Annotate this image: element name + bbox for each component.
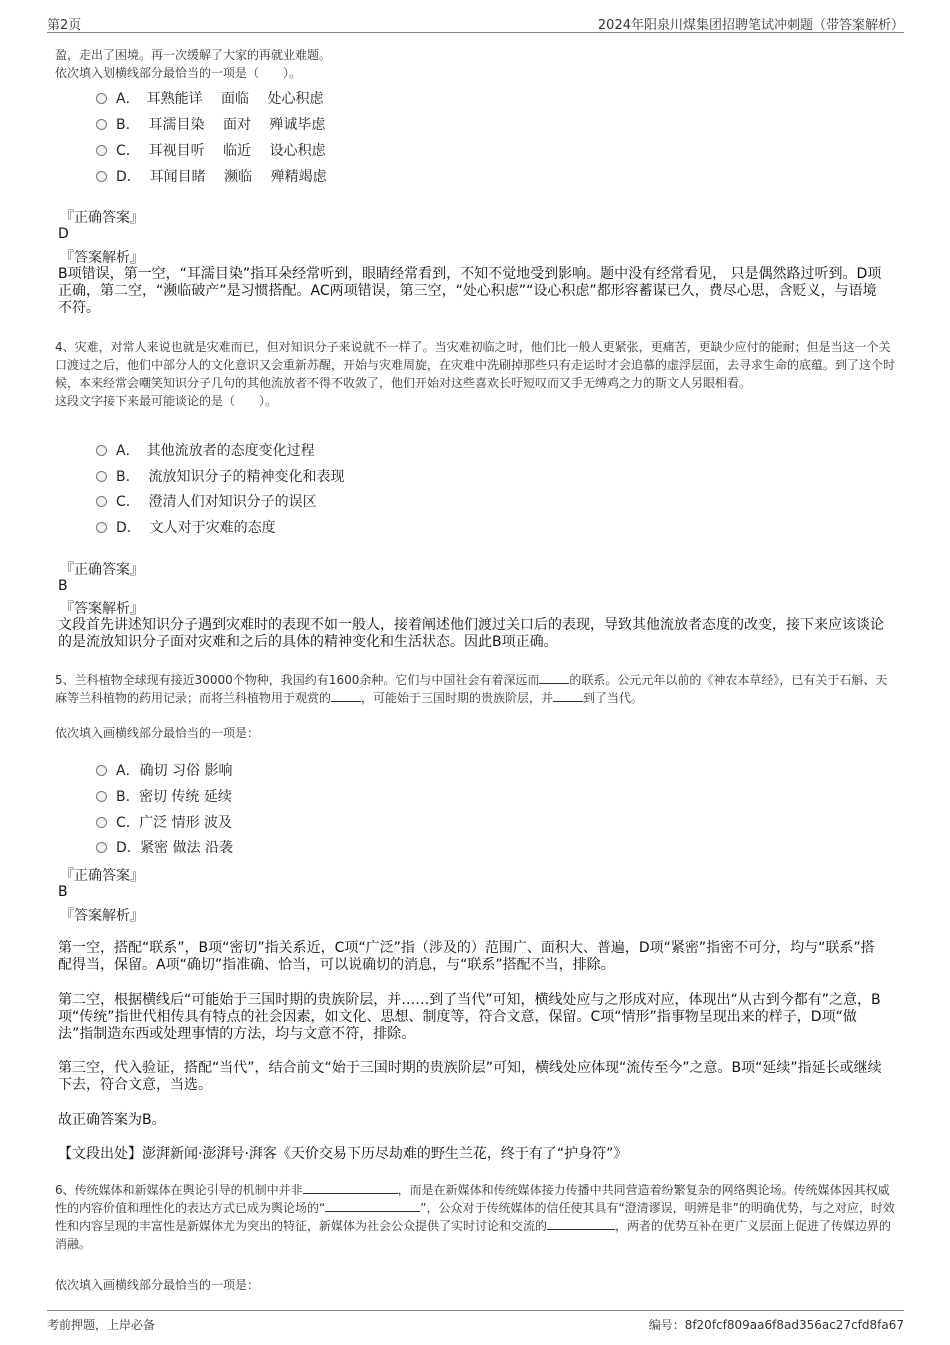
q4-option-c[interactable]: C. 澄清人们对知识分子的误区	[96, 491, 317, 511]
q5-stem	[55, 671, 895, 707]
page-header	[0, 0, 950, 34]
q5-stem-text: 5、兰科植物全球现有接近30000个物种，我国约有1600余种。它们与中国社会有着深远而 的联系。公元元年以前的《神农本草经》，已有关于石斛、天麻等兰科植物的药用记录；而将兰科植物用于观赏的 ，可能始于三国时期的贵族阶层，并 到了当代。	[55, 673, 888, 705]
radio-icon[interactable]	[96, 93, 107, 104]
document-title: 2024年阳泉川煤集团招聘笔试冲刺题（带答案解析）	[597, 18, 904, 33]
q3-answer: D	[58, 226, 69, 242]
radio-icon[interactable]	[96, 471, 107, 482]
q5-analysis-label: 『答案解析』	[60, 908, 144, 924]
q4-option-a[interactable]: A． 其他流放者的态度变化过程	[96, 440, 315, 460]
header-divider	[47, 32, 904, 33]
footer-divider	[47, 1310, 904, 1311]
radio-icon[interactable]	[96, 496, 107, 507]
radio-icon[interactable]	[96, 791, 107, 802]
q3-option-a[interactable]: A． 耳熟能详 面临 处心积虑	[96, 88, 323, 108]
radio-icon[interactable]	[96, 842, 107, 853]
radio-icon[interactable]	[96, 119, 107, 130]
radio-icon[interactable]	[96, 765, 107, 776]
fill-blank[interactable]	[325, 1199, 420, 1212]
q4-analysis-label: 『答案解析』	[60, 601, 144, 617]
q4-option-d[interactable]: D. 文人对于灾难的态度	[96, 517, 276, 537]
q4-analysis: 文段首先讲述知识分子遇到灾难时的表现不如一般人，接着阐述他们渡过关口后的表现，导致其他流放者态度的改变，接下来应该谈论的是流放知识分子面对灾难和之后的具体的精神变化和生活状态。因此B项正确。	[58, 617, 884, 650]
q4-answer-label: 『正确答案』	[60, 562, 144, 578]
radio-icon[interactable]	[96, 817, 107, 828]
page-number: 第2页	[47, 18, 82, 33]
q5-option-c[interactable]: C. 广泛 情形 波及	[96, 812, 232, 832]
q3-prompt: 依次填入划横线部分最恰当的一项是（ ）。	[55, 66, 302, 80]
q5-answer-label: 『正确答案』	[60, 868, 144, 884]
footer-slogan: 考前押题，上岸必备	[47, 1318, 156, 1332]
q6-stem	[55, 1181, 895, 1253]
q3-option-d[interactable]: D. 耳闻目睹 濒临 殚精竭虑	[96, 166, 327, 186]
q4-answer: B	[58, 578, 68, 594]
q5-prompt: 依次填入画横线部分最恰当的一项是：	[55, 726, 260, 740]
q5-analysis-para4: 故正确答案为B。	[58, 1112, 166, 1128]
q4-stem-text: 4、灾难，对常人来说也就是灾难而已，但对知识分子来说就不一样了。当灾难初临之时，他们比一般人更紧张，更痛苦，更缺少应付的能耐；但是当这一个关口渡过之后，他们中部分人的文化意识又会重新苏醒，开始与灾难周旋，在灾难中洗刷掉那些只有走运时才会追慕的虚浮层面，去寻求生命的底蕴。到了这个时候，本来经常会嘲笑知识分子几句的其他流放者不得不收敛了，他们开始对这些喜欢长吁短叹而又手无缚鸡之力的斯文人另眼相看。	[55, 340, 896, 390]
q6-stem-text: 6、传统媒体和新媒体在舆论引导的机制中并非 ，而是在新媒体和传统媒体接力传播中共同营造着纷繁复杂的网络舆论场。传统媒体因其权威性的内容价值和理性化的表达方式已成为舆论场的“ ”，公众对于传统媒体的信任使其具有“澄清谬误，明辨是非”的明确优势，与之对应，时效性和内容呈现的丰富性是新媒体尤为突出的特征，新媒体为社会公众提供了实时讨论和交流的 ，两者的优势互补在更广义层面上促进了传媒边界的消融。	[55, 1183, 895, 1251]
q4-option-b[interactable]: B. 流放知识分子的精神变化和表现	[96, 466, 345, 486]
q5-analysis-para1: 第一空，搭配“联系”，B项“密切”指关系近，C项“广泛”指（涉及的）范围广、面积大、普遍，D项“紧密”指密不可分，均与“联系”搭配得当，保留。A项“确切”指准确、恰当，可以说确切的消息，与“联系”搭配不当，排除。	[58, 940, 875, 973]
q3-analysis: B项错误，第一空，“耳濡目染”指耳朵经常听到，眼睛经常看到，不知不觉地受到影响。题中没有经常看见， 只是偶然路过听到。D项正确，第二空，“濒临破产”是习惯搭配。AC两项错误，第三空，“处心积虑”“设心积虑”都形容蓄谋已久，费尽心思，含贬义，与语境不符。	[58, 266, 882, 316]
radio-icon[interactable]	[96, 445, 107, 456]
q5-option-b[interactable]: B. 密切 传统 延续	[96, 786, 232, 806]
radio-icon[interactable]	[96, 145, 107, 156]
q6-prompt: 依次填入画横线部分最恰当的一项是：	[55, 1278, 260, 1292]
q5-source: 【文段出处】澎湃新闻·澎湃号·湃客《天价交易下历尽劫难的野生兰花，终于有了“护身符”》	[58, 1146, 628, 1162]
q4-stem	[55, 338, 895, 410]
q3-analysis-label: 『答案解析』	[60, 250, 144, 266]
q4-prompt: 这段文字接下来最可能谈论的是（ ）。	[55, 394, 278, 408]
radio-icon[interactable]	[96, 171, 107, 182]
radio-icon[interactable]	[96, 522, 107, 533]
q5-option-d[interactable]: D. 紧密 做法 沿袭	[96, 837, 233, 857]
q3-answer-label: 『正确答案』	[60, 210, 144, 226]
document-id: 编号：8f20fcf809aa6f8ad356ac27cfd8fa67	[648, 1318, 904, 1332]
q3-option-c[interactable]: C. 耳视目听 临近 设心积虑	[96, 140, 326, 160]
q5-option-a[interactable]: A．确切 习俗 影响	[96, 760, 232, 780]
q3-option-b[interactable]: B. 耳濡目染 面对 殚诚毕虑	[96, 114, 325, 134]
q5-analysis-para3: 第三空，代入验证，搭配“当代”，结合前文“始于三国时期的贵族阶层”可知，横线处应体现“流传至今”之意。B项“延续”指延长或继续下去，符合文意，当选。	[58, 1060, 882, 1093]
fill-blank[interactable]	[303, 1181, 398, 1194]
fill-blank[interactable]	[539, 671, 569, 684]
fill-blank[interactable]	[553, 689, 583, 702]
fill-blank[interactable]	[331, 689, 361, 702]
q3-stem	[55, 46, 895, 82]
q3-stem-tail: 盈，走出了困境。再一次缓解了大家的再就业难题。	[55, 48, 332, 62]
fill-blank[interactable]	[547, 1217, 615, 1230]
q5-analysis-para2: 第二空，根据横线后“可能始于三国时期的贵族阶层，并……到了当代”可知，横线处应与之形成对应，体现出“从古到今都有”之意，B项“传统”指世代相传具有特点的社会因素，如文化、思想、制度等，符合文意，保留。C项“情形”指事物呈现出来的样子，D项“做法”指制造东西或处理事情的方法，均与文意不符，排除。	[58, 992, 881, 1042]
q5-answer: B	[58, 884, 68, 900]
